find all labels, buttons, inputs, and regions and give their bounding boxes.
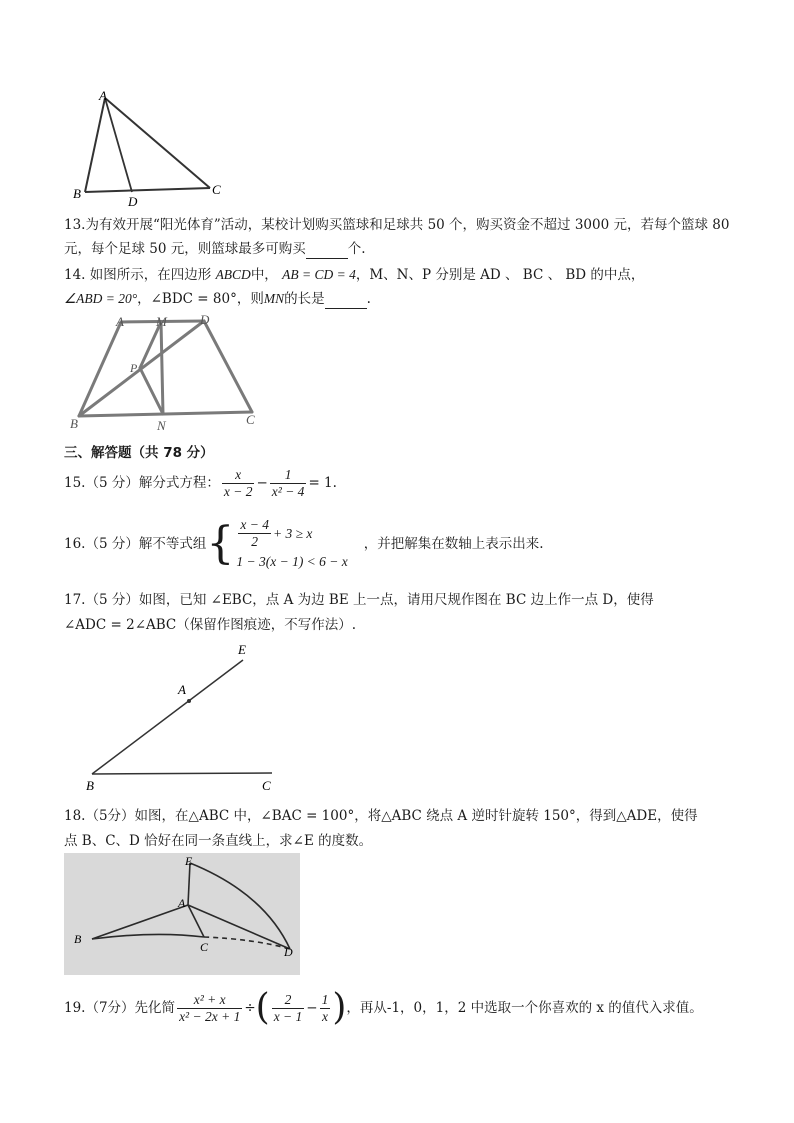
- label-a: A: [116, 314, 124, 329]
- label-a: A: [178, 682, 186, 697]
- answer-blank[interactable]: [325, 290, 367, 309]
- label-c: C: [246, 412, 255, 427]
- answer-blank[interactable]: [306, 240, 348, 259]
- q14-line2: ∠ABD = 20°，∠BDC = 80°，则MN的长是 .: [64, 291, 371, 307]
- question-17: [64, 591, 654, 634]
- quadrilateral-figure-q14: [64, 308, 274, 432]
- question-19: 19.（7分）先化简 $\frac{\text{x² + x}}{\text{x² − 2x + 1}}$ ÷ ( $\frac{2}{x - 1}$ − $\frac{1}{x}$ ) ，再从-1，0，1，2 中选取一个你喜欢的 x 的值代入求值。: [64, 987, 703, 1028]
- label-b: B: [74, 932, 82, 946]
- q13-line2: 元，每个足球 50 元，则篮球最多可购买 个.: [64, 241, 366, 257]
- label-p: P: [130, 361, 138, 375]
- question-14: [64, 266, 644, 309]
- label-d: D: [128, 194, 138, 208]
- q17-line1: 17.（5 分）如图，已知 ∠EBC，点 A 为边 BE 上一点，请用尺规作图在 BC 边上作一点 D，使得: [64, 592, 654, 608]
- label-a: A: [178, 896, 186, 910]
- q18-line2: 点 B、C、D 恰好在同一条直线上，求∠E 的度数。: [64, 833, 373, 849]
- label-n: N: [157, 418, 166, 432]
- rotation-figure-q18: [64, 853, 300, 975]
- label-e: E: [238, 642, 246, 657]
- label-d: D: [200, 312, 210, 327]
- label-e: E: [185, 854, 193, 868]
- label-m: M: [156, 314, 167, 329]
- section-heading: 三、解答题（共 78 分）: [64, 445, 214, 461]
- q14-line1: 14. 如图所示，在四边形 ABCD中， AB = CD = 4，M、N、P 分别是 AD 、 BC 、 BD 的中点，: [64, 267, 645, 283]
- label-d: D: [284, 945, 293, 959]
- label-b: B: [73, 186, 81, 201]
- triangle-figure-q12: [70, 88, 230, 208]
- question-16: 16.（5 分）解不等式组 { $\frac{x - 4}{2}$ + 3 ≥ x 1 − 3(x − 1) < 6 − x ，并把解集在数轴上表示出来.: [64, 517, 544, 569]
- q17-line2: ∠ADC = 2∠ABC（保留作图痕迹，不写作法）.: [64, 617, 357, 633]
- label-c: C: [200, 940, 209, 954]
- q18-line1: 18.（5分）如图，在△ABC 中，∠BAC = 100°，将△ABC 绕点 A 逆时针旋转 150°，得到△ADE，使得: [64, 808, 698, 824]
- label-b: B: [86, 778, 94, 793]
- question-15: 15.（5 分）解分式方程： $\frac{x}{x - 2}$ − $\frac{1}{\text{x² − 4}}$ = 1.: [64, 466, 337, 499]
- label-a: A: [99, 88, 107, 103]
- label-c: C: [262, 778, 271, 793]
- angle-figure-q17: [80, 640, 290, 800]
- label-b: B: [70, 416, 78, 431]
- question-13: [64, 216, 729, 259]
- question-18: [64, 807, 698, 850]
- label-c: C: [212, 182, 221, 197]
- q13-line1: 13.为有效开展“阳光体育”活动，某校计划购买篮球和足球共 50 个，购买资金不超过 3000 元，若每个篮球 80: [64, 217, 730, 233]
